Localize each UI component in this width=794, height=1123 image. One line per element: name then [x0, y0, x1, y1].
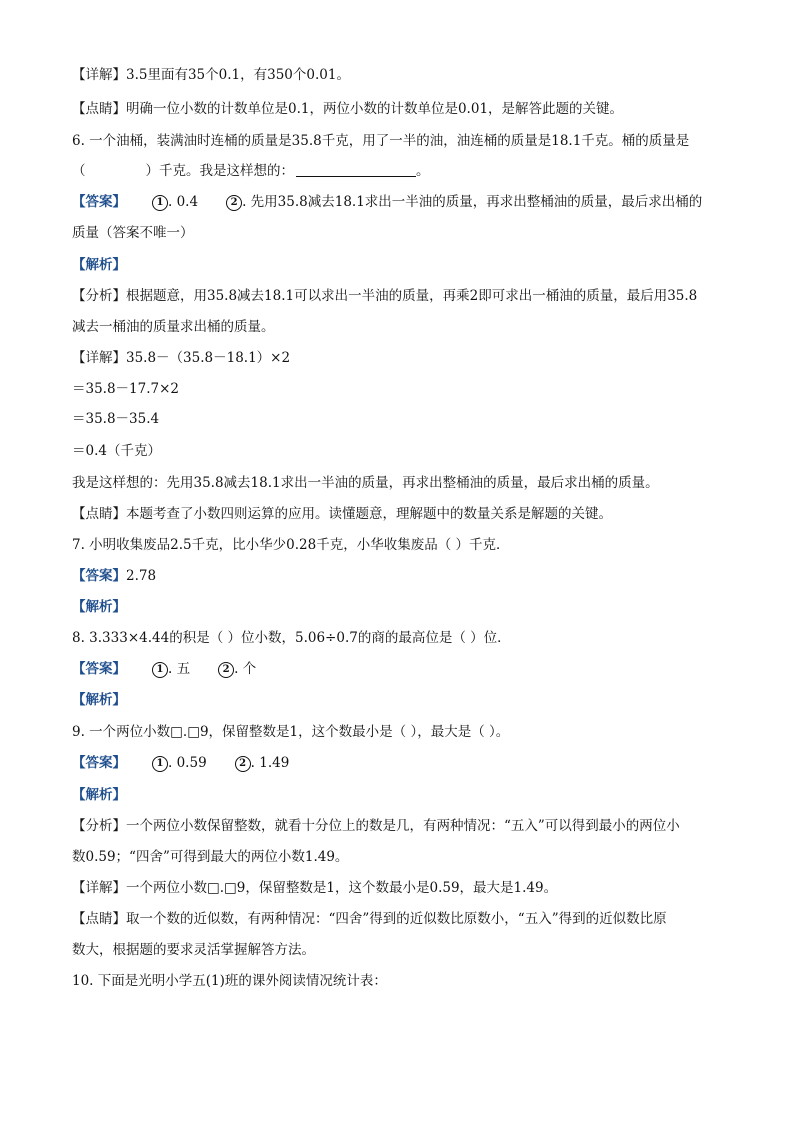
answer-blank	[296, 164, 416, 177]
text-line: 【分析】一个两位小数保留整数，就看十分位上的数是几，有两种情况：“五入”可以得到最小的两位小	[72, 818, 680, 834]
text-line: 数0.59；“四舍”可得到最大的两位小数1.49。	[72, 849, 349, 865]
question-6-cont: （ ）千克。我是这样想的： 。	[72, 163, 430, 179]
text-line: 【分析】根据题意，用35.8减去18.1可以求出一半油的质量，再乘2即可求出一桶油的质量，最后用35.8	[72, 288, 698, 304]
text-line: 减去一桶油的质量求出桶的质量。	[72, 319, 275, 335]
text-line: 【点睛】本题考查了小数四则运算的应用。读懂题意，理解题中的数量关系是解题的关键。	[72, 506, 612, 522]
text-line: 【点睛】明确一位小数的计数单位是0.1，两位小数的计数单位是0.01，是解答此题的关键。	[72, 101, 624, 117]
text-line: 【详解】3.5里面有35个0.1，有350个0.01。	[72, 67, 350, 83]
analysis-label: 【解析】	[72, 599, 126, 615]
question-6: 6. 一个油桶，装满油时连桶的质量是35.8千克，用了一半的油，油连桶的质量是18.1千克。桶的质量是	[72, 133, 690, 149]
answer-label: 【答案】	[72, 755, 126, 771]
circled-number: 2	[218, 662, 234, 678]
text-line: 【详解】一个两位小数□.□9，保留整数是1，这个数最小是0.59，最大是1.49。	[72, 880, 558, 896]
question-7: 7. 小明收集废品2.5千克，比小华少0.28千克，小华收集废品（ ）千克．	[72, 537, 510, 553]
text-line: 数大，根据题的要求灵活掌握解答方法。	[72, 942, 315, 958]
question-9: 9. 一个两位小数□.□9，保留整数是1，这个数最小是（ ），最大是（ ）。	[72, 724, 510, 740]
text-line: 我是这样想的：先用35.8减去18.1求出一半油的质量，再求出整桶油的质量，最后求出桶的质量。	[72, 475, 659, 491]
analysis-label: 【解析】	[72, 257, 126, 273]
text-line: ＝35.8－17.7×2	[72, 381, 180, 397]
text-line: 【点睛】取一个数的近似数，有两种情况：“四舍”得到的近似数比原数小，“五入”得到的近似数比原	[72, 911, 667, 927]
answer-label: 【答案】	[72, 661, 126, 677]
answer-cont: 质量（答案不唯一）	[72, 225, 194, 241]
question-8: 8. 3.333×4.44的积是（ ）位小数，5.06÷0.7的商的最高位是（ ）位．	[72, 630, 511, 646]
circled-number: 1	[152, 195, 168, 211]
circled-number: 2	[235, 756, 251, 772]
answer-label: 【答案】	[72, 194, 126, 210]
circled-number: 2	[226, 195, 242, 211]
answer-line: 【答案】2.78	[72, 568, 157, 584]
answer-line: 【答案】 1 . 0.59 2 . 1.49	[72, 755, 290, 771]
circled-number: 1	[152, 662, 168, 678]
circled-number: 1	[152, 756, 168, 772]
answer-line: 【答案】 1 . 0.4 2 . 先用35.8减去18.1求出一半油的质量，再求出整桶油的质量，最后求出桶的	[72, 194, 703, 210]
analysis-label: 【解析】	[72, 787, 126, 803]
question-10: 10. 下面是光明小学五(1)班的课外阅读情况统计表：	[72, 973, 387, 989]
answer-line: 【答案】 1 . 五 2 . 个	[72, 661, 257, 677]
text-line: 【详解】35.8－（35.8－18.1）×2	[72, 350, 291, 366]
answer-label: 【答案】	[72, 568, 126, 584]
text-line: ＝0.4（千克）	[72, 443, 161, 459]
text-line: ＝35.8－35.4	[72, 411, 160, 427]
analysis-label: 【解析】	[72, 692, 126, 708]
